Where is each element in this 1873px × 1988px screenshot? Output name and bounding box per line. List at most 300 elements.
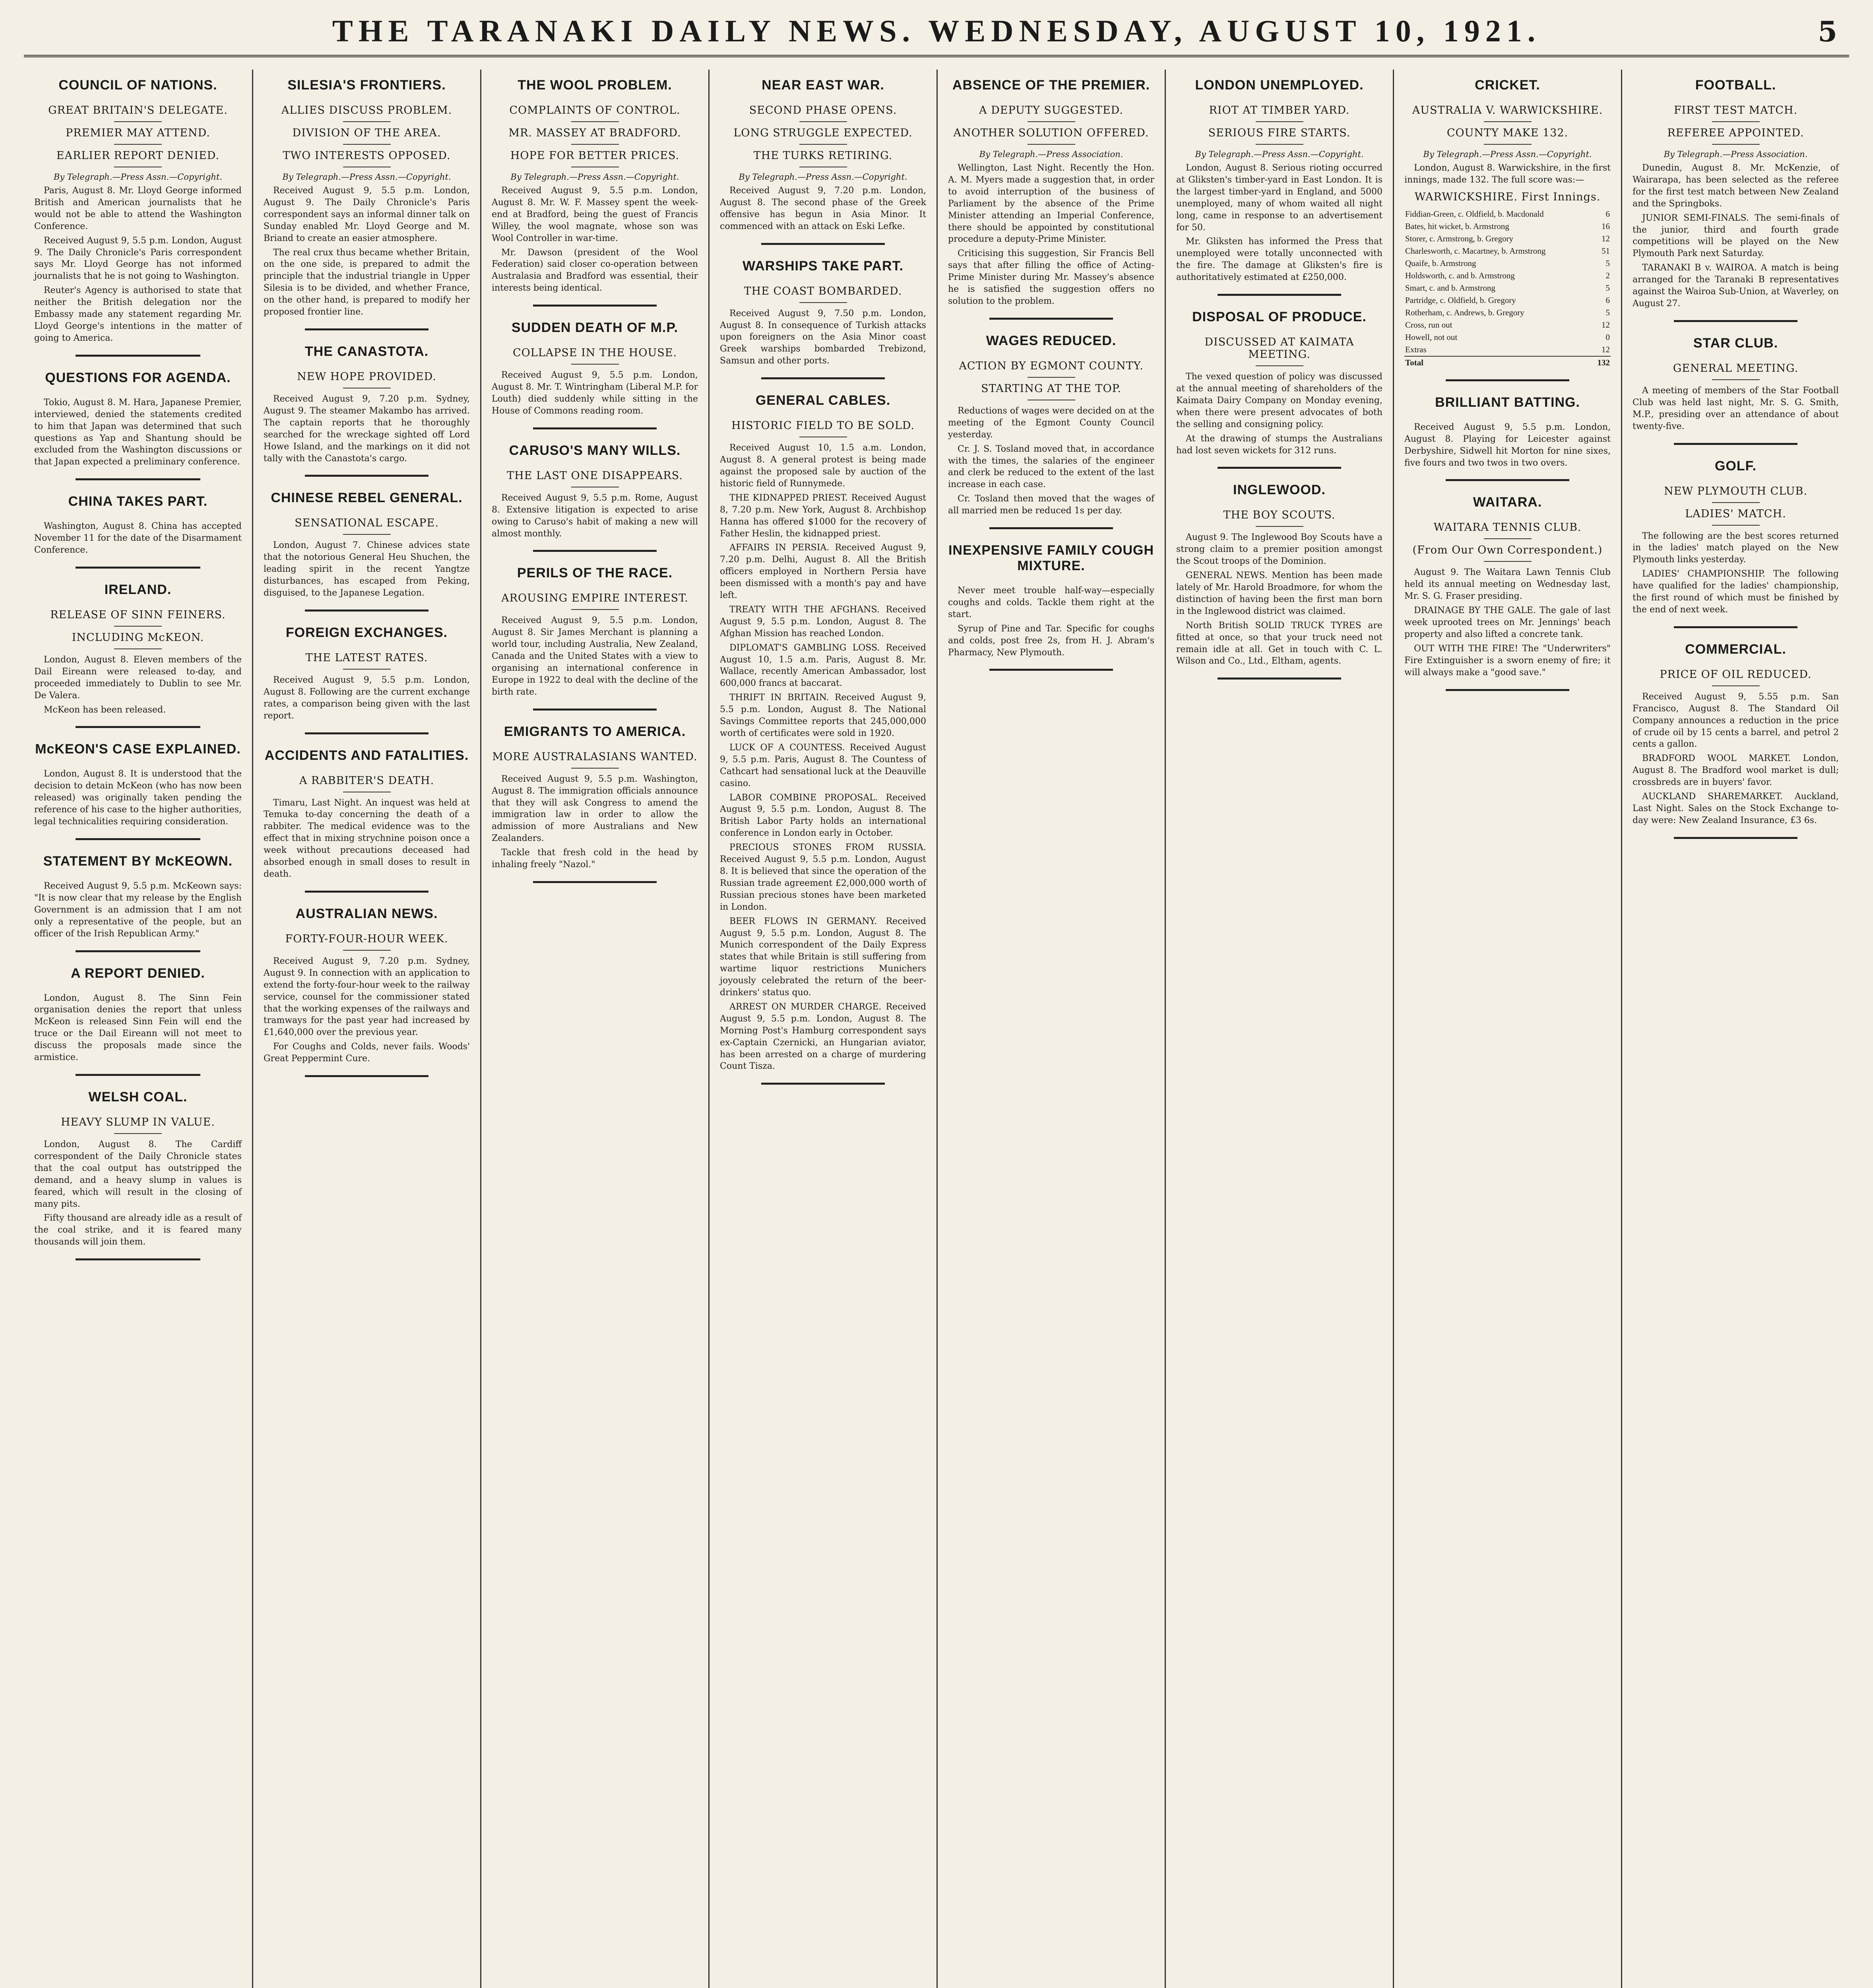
article-paragraph: Mr. Dawson (president of the Wool Federation) said closer co-operation between Australasia and Bradford was essential, their interests being identical. — [492, 247, 698, 293]
article-heading: INGLEWOOD. — [1233, 482, 1326, 498]
total-runs: 132 — [1592, 356, 1611, 369]
article-subheading: STARTING AT THE TOP. — [981, 382, 1121, 395]
article-end-rule — [305, 732, 429, 734]
divider — [799, 121, 847, 122]
article-subheading: NEW HOPE PROVIDED. — [297, 370, 436, 383]
article-subheading: THE BOY SCOUTS. — [1223, 509, 1336, 522]
article-paragraph: The vexed question of policy was discussed at the annual meeting of shareholders of the Kaimata Dairy Company on Monday evening, when there were present advocates of both the selling and consigning policy. — [1176, 372, 1382, 429]
article-paragraph: Fifty thousand are already idle as a result of the coal strike, and it is feared many thousands will join them. — [34, 1213, 242, 1247]
article-subheading: SERIOUS FIRE STARTS. — [1208, 127, 1351, 139]
runs-cell: 5 — [1605, 307, 1610, 317]
article — [1633, 458, 1839, 628]
article — [1176, 482, 1382, 679]
article-end-rule — [76, 1074, 200, 1076]
divider — [114, 648, 162, 649]
table-row — [1404, 307, 1611, 319]
article-paragraph: THE KIDNAPPED PRIEST. Received August 8, 7.20 p.m. New York, August 8. Archbishop Hanna has offered $1000 for the recovery of Father Heslin, the kidnapped priest. — [720, 493, 926, 539]
article-paragraph: Received August 9, 5.5 p.m. London, August 8. Mr. W. F. Massey spent the week-end at Bradford, being the guest of Francis Willey, the wool magnate, whose son was Wool Controller in war-time. — [492, 186, 698, 243]
article-heading: FOOTBALL. — [1695, 78, 1776, 93]
article-paragraph: For Coughs and Colds, never fails. Woods' Great Peppermint Cure. — [264, 1042, 470, 1064]
table-row — [1404, 319, 1611, 331]
article-end-rule — [305, 328, 429, 330]
article-paragraph: A meeting of members of the Star Football Club was held last night, Mr. S. G. Smith, M.P., presiding over an attendance of about twenty-five. — [1633, 385, 1839, 431]
article-heading: QUESTIONS FOR AGENDA. — [45, 370, 231, 385]
article-end-rule — [1674, 626, 1797, 628]
article-end-rule — [305, 475, 429, 477]
article — [1404, 495, 1611, 691]
dateline: By Telegraph.—Press Association. — [1664, 149, 1808, 159]
divider — [1712, 525, 1760, 526]
article-paragraph: August 9. The Waitara Lawn Tennis Club held its annual meeting on Wednesday last, Mr. S. G. Fraser presiding. — [1404, 567, 1611, 602]
divider — [1484, 121, 1532, 122]
article-subheading: LADIES' MATCH. — [1685, 507, 1786, 520]
article-end-rule — [989, 669, 1113, 671]
article-end-rule — [305, 1075, 429, 1077]
divider — [1484, 561, 1532, 562]
article-paragraph: At the drawing of stumps the Australians had lost seven wickets for 312 runs. — [1176, 433, 1382, 456]
article-heading: McKEON'S CASE EXPLAINED. — [35, 742, 241, 757]
table-row — [1404, 257, 1611, 270]
article-subheading: THE LATEST RATES. — [305, 651, 428, 664]
batsman-cell: Fiddian-Green, c. Oldfield, b. Macdonald — [1405, 209, 1544, 219]
column-4 — [708, 70, 936, 1988]
article-heading: ABSENCE OF THE PREMIER. — [952, 78, 1150, 93]
article-subheading: HOPE FOR BETTER PRICES. — [510, 149, 680, 162]
article — [34, 494, 242, 569]
article-heading: THE WOOL PROBLEM. — [518, 78, 672, 93]
article-paragraph: Received August 9, 5.5 p.m. London, August 9. The Daily Chronicle's Paris correspondent says an informal dinner talk on Sunday enabled Mr. Lloyd George and M. Briand to create an easier atmosphere. — [264, 186, 470, 243]
article-end-rule — [1218, 467, 1341, 469]
article-heading: GENERAL CABLES. — [755, 393, 891, 408]
divider — [799, 302, 847, 303]
article-subheading: SENSATIONAL ESCAPE. — [295, 517, 439, 530]
article-end-rule — [761, 1083, 885, 1085]
article-subheading: COLLAPSE IN THE HOUSE. — [512, 347, 677, 359]
divider — [1484, 538, 1532, 539]
table-row — [1404, 282, 1611, 294]
article-heading: ACCIDENTS AND FATALITIES. — [264, 747, 469, 763]
divider — [1712, 379, 1760, 380]
article-paragraph: Dunedin, August 8. Mr. McKenzie, of Wairarapa, has been selected as the referee for the first test match between New Zealand and the Springboks. — [1633, 163, 1839, 209]
newspaper-columns — [24, 70, 1849, 1988]
article-subheading: DISCUSSED AT KAIMATA MEETING. — [1204, 336, 1354, 361]
article — [264, 78, 470, 330]
article — [948, 543, 1154, 671]
article-heading: STAR CLUB. — [1693, 335, 1778, 351]
article — [1633, 642, 1839, 839]
article-end-rule — [305, 891, 429, 893]
article-paragraph: LABOR COMBINE PROPOSAL. Received August 9, 5.5 p.m. London, August 8. The British Labor Party holds an international conference in London early in October. — [720, 792, 926, 839]
dateline: By Telegraph.—Press Assn.—Copyright. — [1195, 149, 1364, 159]
article-subheading: ANOTHER SOLUTION OFFERED. — [953, 127, 1149, 139]
column-1 — [24, 70, 252, 1988]
article-paragraph: GENERAL NEWS. Mention has been made lately of Mr. Harold Broadmore, for whom the distinction of having been the first man born in the Inglewood district was claimed. — [1176, 571, 1382, 616]
article-subheading: AUSTRALIA V. WARWICKSHIRE. — [1412, 104, 1603, 116]
article-heading: SUDDEN DEATH OF M.P. — [511, 320, 679, 336]
article-end-rule — [533, 550, 657, 552]
article-heading: BRILLIANT BATTING. — [1435, 394, 1580, 410]
article-heading: WAGES REDUCED. — [986, 333, 1117, 348]
article-paragraph: London, August 8. The Cardiff correspondent of the Daily Chronicle states that the coal output has outstripped the demand, and a heavy slump in values is feared, which will result in the closing of many pits. — [34, 1139, 242, 1209]
article-subheading: AROUSING EMPIRE INTEREST. — [501, 592, 688, 605]
total-label: Total — [1404, 356, 1592, 369]
article-paragraph: Received August 9, 5.5 p.m. London, August 8. Mr. T. Wintringham (Liberal M.P. for Louth) died suddenly while sitting in the House of Commons reading room. — [492, 370, 698, 416]
divider — [1028, 121, 1075, 122]
divider — [799, 144, 847, 145]
dateline: By Telegraph.—Press Assn.—Copyright. — [53, 172, 223, 182]
article-paragraph: August 9. The Inglewood Boy Scouts have a strong claim to a premier position amongst the Scout troops of the Dominion. — [1176, 532, 1382, 567]
article-subheading: FORTY-FOUR-HOUR WEEK. — [285, 932, 448, 945]
article-subheading: WAITARA TENNIS CLUB. — [1433, 521, 1582, 534]
article — [492, 565, 698, 710]
article-subheading: FIRST TEST MATCH. — [1673, 104, 1798, 116]
article-end-rule — [1674, 443, 1797, 445]
article-paragraph: Received August 9, 7.20 p.m. Sydney, August 9. The steamer Makambo has arrived. The captain reports that he thoroughly searched for the wreckage sighted off Lord Howe Island, and the markings on it did not tally with the Canastota's cargo. — [264, 394, 470, 464]
article-paragraph: Paris, August 8. Mr. Lloyd George informed British and American journalists that he would not be able to attend the Washington Conference. — [34, 186, 242, 231]
article-subheading: THE COAST BOMBARDED. — [744, 285, 902, 297]
article-paragraph: North British SOLID TRUCK TYRES are fitted at once, so that your truck need not remain idle at all. Get in touch with C. L. Wilson and Co., Ltd., Eltham, agents. — [1176, 620, 1382, 666]
runs-cell: 16 — [1602, 221, 1610, 231]
article-heading: EMIGRANTS TO AMERICA. — [504, 724, 686, 739]
dateline: By Telegraph.—Press Assn.—Copyright. — [510, 172, 679, 182]
table-row — [1404, 245, 1611, 257]
article-heading: IRELAND. — [104, 582, 172, 597]
article-heading: COUNCIL OF NATIONS. — [58, 78, 217, 93]
divider — [1256, 526, 1303, 527]
runs-cell: 6 — [1605, 295, 1610, 305]
article-end-rule — [1674, 320, 1797, 322]
article-paragraph: London, August 8. The Sinn Fein organisation denies the report that unless McKeon is released Sinn Fein will end the truce or the Dail Eireann will not meet to discuss the proposals made since the armistice. — [34, 993, 242, 1063]
article-end-rule — [761, 243, 885, 245]
batsman-cell: Howell, not out — [1405, 332, 1458, 342]
article-subheading: MORE AUSTRALASIANS WANTED. — [492, 750, 698, 763]
divider — [114, 626, 162, 627]
dateline: By Telegraph.—Press Assn.—Copyright. — [1423, 149, 1592, 159]
article-paragraph: Received August 9, 7.20 p.m. London, August 8. The second phase of the Greek offensive has begun in Asia Minor. It commenced with an attack on Eski Lefke. — [720, 186, 926, 231]
runs-cell: 12 — [1602, 344, 1610, 354]
article-heading: WELSH COAL. — [88, 1089, 188, 1105]
article-subheading: INCLUDING McKEON. — [72, 631, 204, 644]
article — [34, 742, 242, 840]
article-end-rule — [1446, 689, 1569, 691]
article-paragraph: OUT WITH THE FIRE! The "Underwriters" Fire Extinguisher is a sworn enemy of fire; it will always make a "good save." — [1404, 643, 1611, 678]
article — [492, 78, 698, 307]
article — [1404, 78, 1611, 381]
divider — [1484, 144, 1532, 145]
batsman-cell: Extras — [1405, 344, 1427, 354]
article-heading: AUSTRALIAN NEWS. — [295, 906, 438, 921]
article-heading: COMMERCIAL. — [1685, 641, 1786, 657]
article-paragraph: Reuter's Agency is authorised to state that neither the British delegation nor the Embassy made any statement regarding Mr. Lloyd George's intentions in the matter of going to America. — [34, 285, 242, 343]
article-paragraph: BEER FLOWS IN GERMANY. Received August 9, 5.5 p.m. London, August 8. The Munich correspondent of the Daily Express states that while Britain is still suffering from wartime liquor restrictions Munichers joyously celebrated the return of the beer-drinkers' status quo. — [720, 916, 926, 998]
article-subheading: TWO INTERESTS OPPOSED. — [283, 149, 451, 162]
batsman-cell: Bates, hit wicket, b. Armstrong — [1405, 221, 1509, 231]
article-subheading: RELEASE OF SINN FEINERS. — [50, 608, 226, 621]
article-paragraph: JUNIOR SEMI-FINALS. The semi-finals of the junior, third and fourth grade competitions will be played on the New Plymouth Park next Saturday. — [1633, 213, 1839, 259]
divider — [114, 1133, 162, 1134]
article-paragraph: Washington, August 8. China has accepted November 11 for the date of the Disarmament Conference. — [34, 521, 242, 555]
divider — [571, 364, 619, 365]
article-paragraph: Received August 9, 7.50 p.m. London, August 8. In consequence of Turkish attacks upon foreigners on the Asia Minor coast Greek warships bombarded Trebizond, Samsun and other ports. — [720, 308, 926, 366]
article-paragraph: Received August 9, 5.5 p.m. London, August 8. Playing for Leicester against Derbyshire, Sidwell hit Morton for nine sixes, five fours and two twos in two overs. — [1404, 422, 1611, 468]
divider — [343, 669, 391, 670]
article-subheading: MR. MASSEY AT BRADFORD. — [508, 127, 681, 139]
article-heading: WARSHIPS TAKE PART. — [743, 258, 904, 274]
article-paragraph: Tackle that fresh cold in the head by inhaling freely "Nazol." — [492, 848, 698, 870]
article-end-rule — [1446, 379, 1569, 381]
article-paragraph: Received August 9, 5.5 p.m. McKeown says: "It is now clear that my release by the English Government is an admission that I am not only a representative of the people, but an officer of the Irish Republican Army." — [34, 881, 242, 939]
article — [1633, 336, 1839, 445]
table-row — [1404, 294, 1611, 307]
article-paragraph: Tokio, August 8. M. Hara, Japanese Premier, interviewed, denied the statements credited to him that Japan was determined that such questions as Yap and Shantung should be excluded from the Washington discussions or that Japan expected a preliminary conference. — [34, 397, 242, 467]
article-paragraph: THRIFT IN BRITAIN. Received August 9, 5.5 p.m. London, August 8. The National Savings Committee reports that 245,000,000 worth of certificates were sold in 1920. — [720, 693, 926, 738]
article-subheading: DIVISION OF THE AREA. — [292, 127, 441, 139]
table-row — [1404, 344, 1611, 356]
article-subheading: (From Our Own Correspondent.) — [1412, 544, 1603, 557]
article-heading: STATEMENT BY McKEOWN. — [43, 854, 233, 869]
article-end-rule — [1218, 294, 1341, 296]
article-paragraph: Received August 9, 5.5 p.m. London, August 8. Sir James Merchant is planning a world tour, including Australia, New Zealand, Canada and the United States with a view to organising an international conference in Europe in 1922 to deal with the decline of the birth rate. — [492, 615, 698, 697]
article-subheading: A RABBITER'S DEATH. — [299, 774, 434, 787]
article-paragraph: Received August 10, 1.5 a.m. London, August 8. A general protest is being made against the proposed sale by auction of the historic field of Runnymede. — [720, 443, 926, 489]
article — [34, 1089, 242, 1260]
article-paragraph: TREATY WITH THE AFGHANS. Received August 9, 5.5 p.m. London, August 8. The Afghan Mission has reached London. — [720, 604, 926, 639]
batsman-cell: Storer, c. Armstrong, b. Gregory — [1405, 233, 1514, 243]
article-paragraph: London, August 8. It is understood that the decision to detain McKeon (who has now been released) was originally taken pending the reference of his case to the higher authorities, legal technicalities requiring consideration. — [34, 769, 242, 827]
runs-cell: 0 — [1605, 332, 1610, 342]
batsman-cell: Partridge, c. Oldfield, b. Gregory — [1405, 295, 1516, 305]
article-end-rule — [76, 1258, 200, 1260]
scorecard-title: WARWICKSHIRE. First Innings. — [1414, 190, 1601, 203]
article-paragraph: PRECIOUS STONES FROM RUSSIA. Received August 9, 5.5 p.m. London, August 8. It is believed that since the operation of the Russian trade agreement £2,000,000 worth of Russian precious stones have been marketed in London. — [720, 843, 926, 912]
batsman-cell: Rotherham, c. Andrews, b. Gregory — [1405, 307, 1524, 317]
article-subheading: PRICE OF OIL REDUCED. — [1660, 668, 1812, 681]
article-end-rule — [533, 881, 657, 883]
article-end-rule — [761, 377, 885, 379]
article-paragraph: Received August 9, 5.5 p.m. London, August 8. Following are the current exchange rates, a comparison being given with the last report. — [264, 675, 470, 721]
article-paragraph: Received August 9, 5.5 p.m. Washington, August 8. The immigration officials announce that they will ask Congress to amend the immigration law in order to allow the admission of more Australians and New Zealanders. — [492, 774, 698, 844]
divider — [1028, 144, 1075, 145]
article-heading: CHINESE REBEL GENERAL. — [271, 490, 463, 506]
article-end-rule — [1674, 837, 1797, 839]
article-paragraph: McKeon has been released. — [44, 705, 166, 715]
article — [948, 78, 1154, 320]
article-paragraph: Wellington, Last Night. Recently the Hon. A. M. Myers made a suggestion that, in order to avoid interruption of the business of Parliament by the absence of the Prime Minister attending an Imperial Conference, there should be appointed by constitutional procedure a deputy-Prime Minister. — [948, 163, 1154, 245]
article-heading: SILESIA'S FRONTIERS. — [287, 78, 446, 93]
divider — [343, 534, 391, 535]
scorecard-table — [1404, 208, 1611, 369]
article-paragraph: Received August 9, 7.20 p.m. Sydney, August 9. In connection with an application to extend the forty-four-hour week to the railway service, counsel for the commissioner stated that the working expenses of the railways and tramways for the past year had increased by £1,640,000 over the previous year. — [264, 956, 470, 1038]
article-subheading: THE LAST ONE DISAPPEARS. — [507, 469, 683, 482]
article-heading: DISPOSAL OF PRODUCE. — [1192, 309, 1367, 325]
article-heading: THE CANASTOTA. — [304, 344, 429, 359]
dateline: By Telegraph.—Press Assn.—Copyright. — [739, 172, 907, 182]
article-end-rule — [989, 527, 1113, 529]
article-heading: CARUSO'S MANY WILLS. — [509, 443, 681, 458]
article-end-rule — [76, 726, 200, 728]
article-subheading: NEW PLYMOUTH CLUB. — [1664, 485, 1807, 497]
article-subheading: GENERAL MEETING. — [1673, 362, 1799, 375]
batsman-cell: Cross, run out — [1405, 320, 1452, 330]
article-end-rule — [76, 478, 200, 480]
batsman-cell: Quaife, b. Armstrong — [1405, 258, 1476, 268]
article-paragraph: Timaru, Last Night. An inquest was held at Temuka to-day concerning the death of a rabbiter. The medical evidence was to the effect that in mixing strychnine poison once a week without precautions deceased had absorbed enough in small doses to result in death. — [264, 798, 470, 879]
article — [492, 320, 698, 429]
divider — [114, 144, 162, 145]
dateline: By Telegraph.—Press Assn.—Copyright. — [282, 172, 451, 182]
article-paragraph: AUCKLAND SHAREMARKET. Auckland, Last Night. Sales on the Stock Exchange to-day were: New Zealand Insurance, £3 6s. — [1633, 792, 1839, 825]
article-end-rule — [533, 305, 657, 307]
divider — [571, 768, 619, 769]
article-subheading: THE TURKS RETIRING. — [753, 149, 893, 162]
article-paragraph: Received August 9, 5.5 p.m. London, August 9. The Daily Chronicle's Paris correspondent says Mr. Lloyd George has not informed journalists that he is not going to Washington. — [34, 235, 242, 282]
article-heading: NEAR EAST WAR. — [762, 78, 884, 93]
article-heading: INEXPENSIVE FAMILY COUGH MIXTURE. — [948, 543, 1154, 574]
article-end-rule — [76, 950, 200, 952]
column-3 — [480, 70, 708, 1988]
batsman-cell: Smart, c. and b. Armstrong — [1405, 283, 1495, 293]
article-subheading: HISTORIC FIELD TO BE SOLD. — [731, 419, 915, 432]
article — [264, 748, 470, 893]
column-2 — [252, 70, 480, 1988]
divider — [1256, 144, 1303, 145]
article-subheading: A DEPUTY SUGGESTED. — [979, 104, 1123, 116]
article-paragraph: TARANAKI B v. WAIROA. A match is being arranged for the Taranaki B representatives against the Wairoa Sub-Union, at Waverley, on August 27. — [1633, 263, 1839, 309]
runs-cell: 5 — [1605, 283, 1610, 293]
article-subheading: ACTION BY EGMONT COUNTY. — [959, 359, 1144, 372]
article-heading: PERILS OF THE RACE. — [517, 565, 673, 581]
runs-cell: 12 — [1602, 233, 1610, 243]
total-row — [1404, 356, 1611, 369]
article — [34, 370, 242, 480]
article — [34, 78, 242, 357]
article-subheading: RIOT AT TIMBER YARD. — [1209, 104, 1350, 116]
newspaper-title: THE TARANAKI DAILY NEWS. WEDNESDAY, AUGUST 10, 1921. — [332, 14, 1541, 48]
divider — [114, 121, 162, 122]
divider — [1712, 121, 1760, 122]
divider — [343, 144, 391, 145]
article — [720, 258, 926, 380]
article-subheading: GREAT BRITAIN'S DELEGATE. — [48, 104, 228, 116]
article-heading: CRICKET. — [1475, 78, 1540, 93]
article — [1176, 78, 1382, 296]
article-heading: LONDON UNEMPLOYED. — [1195, 78, 1364, 93]
column-7 — [1393, 70, 1621, 1988]
article-subheading: ALLIES DISCUSS PROBLEM. — [281, 104, 452, 116]
column-8 — [1621, 70, 1849, 1988]
article — [264, 625, 470, 734]
article — [492, 443, 698, 552]
article-subheading: LONG STRUGGLE EXPECTED. — [733, 127, 913, 139]
article-paragraph: Cr. Tosland then moved that the wages of all married men be reduced 1s per day. — [948, 494, 1154, 516]
article-paragraph: BRADFORD WOOL MARKET. London, August 8. The Bradford wool market is dull; crossbreds are in buyers' favor. — [1633, 753, 1839, 788]
article — [948, 333, 1154, 529]
article-heading: WAITARA. — [1473, 495, 1542, 510]
article-paragraph: London, August 8. Warwickshire, in the first innings, made 132. The full score was:— — [1404, 163, 1611, 185]
article — [264, 490, 470, 612]
article-heading: A REPORT DENIED. — [71, 965, 205, 981]
divider — [1028, 377, 1075, 378]
article-subheading: COMPLAINTS OF CONTROL. — [509, 104, 681, 116]
table-row — [1404, 233, 1611, 245]
runs-cell: 5 — [1605, 258, 1610, 268]
column-5 — [936, 70, 1165, 1988]
article-subheading: EARLIER REPORT DENIED. — [56, 149, 220, 162]
table-row — [1404, 208, 1611, 220]
article — [34, 582, 242, 728]
table-row — [1404, 220, 1611, 233]
article-paragraph: DRAINAGE BY THE GALE. The gale of last week uprooted trees on Mr. Jennings' beach property and also lifted a concrete tank. — [1404, 606, 1611, 639]
table-row — [1404, 331, 1611, 344]
article-heading: GOLF. — [1714, 458, 1757, 474]
article-paragraph: Reductions of wages were decided on at the meeting of the Egmont County Council yesterday. — [948, 406, 1154, 440]
article-paragraph: Received August 9, 5.55 p.m. San Francisco, August 8. The Standard Oil Company announces a reduction in the price of crude oil by 15 cents a barrel, and petrol 2 cents a gallon. — [1633, 691, 1839, 749]
article — [1176, 309, 1382, 469]
article-end-rule — [76, 567, 200, 569]
page-number: 5 — [1818, 15, 1837, 48]
article-end-rule — [989, 318, 1113, 320]
column-6 — [1165, 70, 1393, 1988]
article-paragraph: Mr. Gliksten has informed the Press that unemployed were totally unconnected with the fire. The damage at Gliksten's fire is authoritatively estimated at £250,000. — [1176, 237, 1382, 283]
article-paragraph: Criticising this suggestion, Sir Francis Bell says that after filling the office of Acting-Prime Minister during Mr. Massey's absence he is satisfied the suggestion offers no solution to the problem. — [948, 248, 1154, 306]
article-paragraph: LUCK OF A COUNTESS. Received August 9, 5.5 p.m. Paris, August 8. The Countess of Cathcart had sensational luck at the Deauville casino. — [720, 742, 926, 788]
masthead — [24, 7, 1849, 57]
article-subheading: HEAVY SLUMP IN VALUE. — [61, 1116, 215, 1128]
article-subheading: COUNTY MAKE 132. — [1446, 127, 1569, 139]
batsman-cell: Charlesworth, c. Macartney, b. Armstrong — [1405, 246, 1546, 256]
article — [1404, 395, 1611, 481]
runs-cell: 6 — [1605, 209, 1610, 219]
divider — [343, 121, 391, 122]
table-row — [1404, 270, 1611, 282]
article — [264, 906, 470, 1077]
article — [720, 78, 926, 245]
article — [492, 724, 698, 883]
article-paragraph: Syrup of Pine and Tar. Specific for coughs and colds, post free 2s, from H. J. Abram's Pharmacy, New Plymouth. — [948, 623, 1154, 658]
runs-cell: 12 — [1602, 320, 1610, 330]
runs-cell: 2 — [1605, 270, 1610, 280]
article-heading: FOREIGN EXCHANGES. — [285, 625, 448, 640]
divider — [571, 609, 619, 610]
divider — [343, 950, 391, 951]
article-heading: CHINA TAKES PART. — [68, 494, 208, 509]
divider — [1712, 502, 1760, 503]
article — [264, 344, 470, 477]
article-paragraph: LADIES' CHAMPIONSHIP. The following have qualified for the ladies' championship, the first round of which must be finished by the end of next week. — [1633, 569, 1839, 615]
article-paragraph: ARREST ON MURDER CHARGE. Received August 9, 5.5 p.m. London, August 8. The Morning Post's Hamburg correspondent says ex-Captain Czernicki, an Hungarian aviator, has been arrested on a charge of murdering Count Tisza. — [720, 1002, 926, 1072]
article — [1633, 78, 1839, 322]
article-paragraph: London, August 8. Eleven members of the Dail Eireann were released to-day, and proceeded immediately to Dublin to see Mr. De Valera. — [34, 654, 242, 701]
article-subheading: SECOND PHASE OPENS. — [749, 104, 897, 116]
article-paragraph: Cr. J. S. Tosland moved that, in accordance with the times, the salaries of the engineer and clerk be reduced to the extent of the last increase in each case. — [948, 444, 1154, 490]
article-subheading: REFEREE APPOINTED. — [1667, 127, 1804, 139]
divider — [1256, 365, 1303, 366]
article-subheading: PREMIER MAY ATTEND. — [66, 127, 210, 139]
batsman-cell: Holdsworth, c. and b. Armstrong — [1405, 270, 1515, 280]
article — [34, 854, 242, 952]
divider — [1712, 685, 1760, 686]
article-paragraph: London, August 7. Chinese advices state that the notorious General Heu Shuchen, the leading spirit in the recent Yangtze disturbances, has escaped from Peking, disguised, to the Japanese Legation. — [264, 540, 470, 598]
article-paragraph: Never meet trouble half-way—especially coughs and colds. Tackle them right at the start. — [948, 586, 1154, 619]
article-end-rule — [533, 709, 657, 711]
article-paragraph: The following are the best scores returned in the ladies' match played on the New Plymouth links yesterday. — [1633, 531, 1839, 565]
article-end-rule — [1446, 479, 1569, 481]
article-end-rule — [76, 838, 200, 840]
article-paragraph: AFFAIRS IN PERSIA. Received August 9, 7.20 p.m. Delhi, August 8. All the British officers employed in Northern Persia have been dismissed with a month's pay and have left. — [720, 543, 926, 601]
article-paragraph: London, August 8. Serious rioting occurred at Gliksten's timber-yard in East London. It is the largest timber-yard in England, and 5000 unemployed, many of whom waited all night long, came in response to an advertisement for 50. — [1176, 163, 1382, 233]
article-end-rule — [305, 610, 429, 612]
divider — [571, 144, 619, 145]
